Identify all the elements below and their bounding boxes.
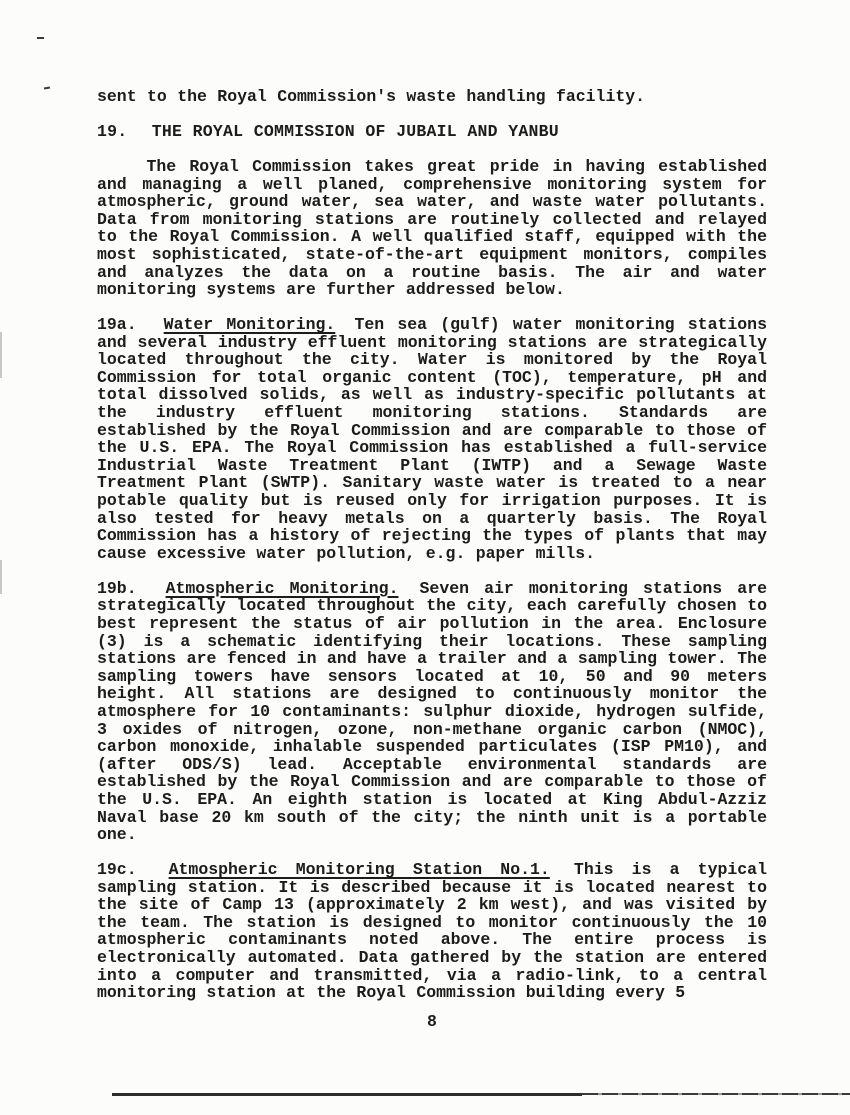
subsection-19a-label: 19a. xyxy=(97,315,137,335)
scan-artifact-dash xyxy=(44,86,50,89)
scan-edge-line xyxy=(112,1093,582,1096)
subsection-19c-label: 19c. xyxy=(97,860,137,880)
section-number: 19. xyxy=(97,121,128,141)
leading-paragraph: sent to the Royal Commission's waste handling facility. xyxy=(97,87,646,106)
subsection-19a-body: Ten sea (gulf) water monitoring stations and several industry effluent monitoring stations are strategically located throughout the city. Water is monitored by the Royal Commission for total organic content (TOC), temperature, pH and total dissolved solids, as well as industry-specific pollutants at the industry effluent monitoring stations. Standards are established by the Royal Commission and are comparable to those of the U.S. EPA. The Royal Commission has established a full-service Industrial Waste Treatment Plant (IWTP) and a Sewage Waste Treatment Plant (SWTP). Sanitary waste water is treated to a near potable quality but is reused only for irrigation purposes. It is also tested for heavy metals on a quarterly basis. The Royal Commission has a history of rejecting the types of plants that may cause excessive water pollution, e.g. paper mills. xyxy=(97,315,767,563)
scan-artifact-dash xyxy=(37,37,44,39)
subsection-19b-label: 19b. xyxy=(97,578,137,598)
section-title: THE ROYAL COMMISSION OF JUBAIL AND YANBU xyxy=(151,121,559,141)
subsection-19c-title: Atmospheric Monitoring Station No.1. xyxy=(168,860,550,880)
subsection-19b-body: Seven air monitoring stations are strategically located throughout the city, each carefully chosen to best represent the status of air pollution in the area. Enclosure (3) is a schematic identifying their locations. These sampling stations are fenced in and have a trailer and a sampling tower. The sampling towers have sensors located at 10, 50 and 90 meters height. All stations are designed to continuously monitor the atmosphere for 10 contaminants: sulphur dioxide, hydrogen sulfide, 3 oxides of nitrogen, ozone, non-methane organic carbon (NMOC), carbon monoxide, inhalable suspended particulates (ISP PM10), and (after ODS/S) lead. Acceptable environmental standards are established by the Royal Commission and are comparable to those of the U.S. EPA. An eighth station is located at King Abdul-Azziz Naval base 20 km south of the city; the ninth unit is a portable one. xyxy=(97,578,767,845)
subsection-19a xyxy=(97,316,767,562)
subsection-19c xyxy=(97,861,767,1002)
intro-paragraph: The Royal Commission takes great pride in having established and managing a well planed, comprehensive monitoring system for atmospheric, ground water, sea water, and waste water pollutants. Data from monitoring stations are routinely collected and relayed to the Royal Commission. A well qualified staff, equipped with the most sophisticated, state-of-the-art equipment monitors, compiles and analyzes the data on a routine basis. The air and water monitoring systems are further addressed below. xyxy=(97,156,767,300)
subsection-19c-body: This is a typical sampling station. It is described because it is located nearest to the site of Camp 13 (approximately 2 km west), and was visited by the team. The station is designed to monitor continuously the 10 atmospheric contaminants noted above. The entire process is electronically automated. Data gathered by the station are entered into a computer and transmitted, via a radio-link, to a central monitoring station at the Royal Commission building every 5 xyxy=(97,860,767,1003)
page-text-block xyxy=(97,88,767,1019)
subsection-19b-title: Atmospheric Monitoring. xyxy=(165,578,399,598)
subsection-19b xyxy=(97,580,767,844)
scan-artifact-edge xyxy=(0,332,2,378)
section-heading xyxy=(97,123,767,141)
scan-artifact-edge xyxy=(0,560,2,594)
page-number: 8 xyxy=(427,1012,437,1031)
scan-edge-line-dashed xyxy=(582,1093,850,1095)
subsection-19a-title: Water Monitoring. xyxy=(163,315,336,335)
